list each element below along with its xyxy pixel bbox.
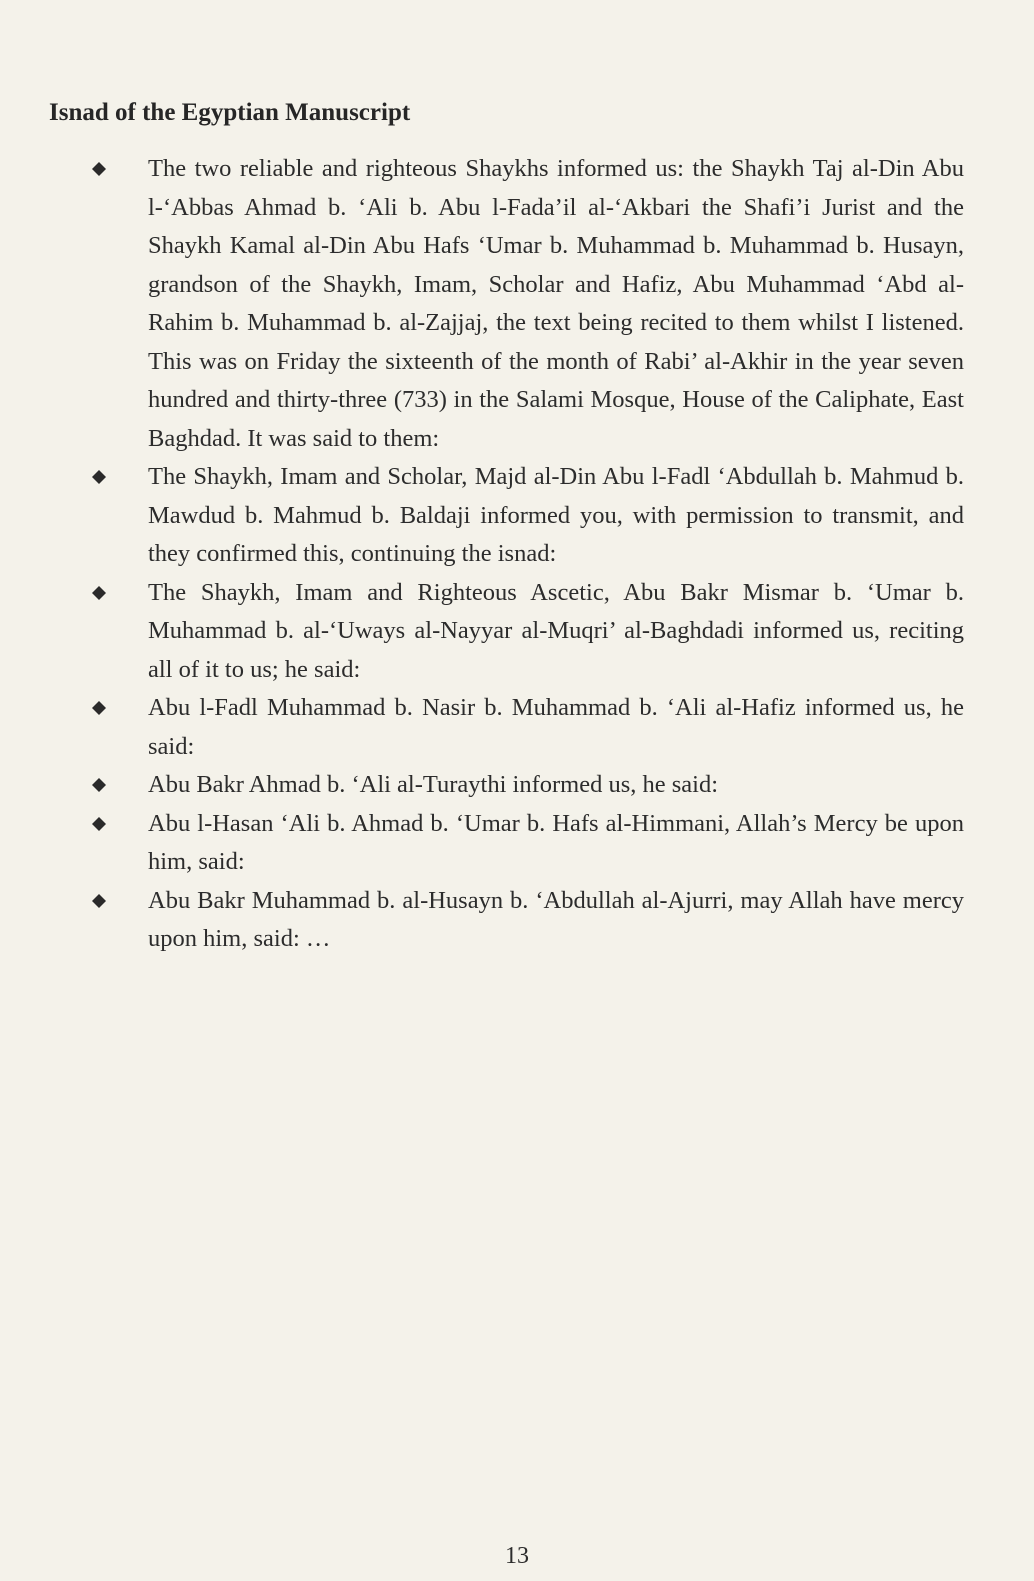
- list-item: [92, 574, 964, 690]
- list-item: [92, 689, 964, 766]
- list-item: [92, 150, 964, 458]
- diamond-bullet-icon: [92, 162, 106, 176]
- diamond-bullet-icon: [92, 894, 106, 908]
- list-item: [92, 458, 964, 574]
- diamond-bullet-icon: [92, 778, 106, 792]
- list-item: [92, 882, 964, 959]
- isnad-chain-list: [92, 150, 964, 959]
- isnad-item-text: The Shaykh, Imam and Scholar, Majd al-Din Abu l-Fadl ‘Abdullah b. Mahmud b. Mawdud b. Mahmud b. Baldaji informed you, with permission to transmit, and they confirmed this, continuing the isnad:: [148, 463, 964, 567]
- list-item: [92, 805, 964, 882]
- section-heading: Isnad of the Egyptian Manuscript: [49, 99, 411, 126]
- diamond-bullet-icon: [92, 701, 106, 715]
- isnad-item-text: Abu l-Fadl Muhammad b. Nasir b. Muhammad b. ‘Ali al-Hafiz informed us, he said:: [148, 694, 964, 760]
- diamond-bullet-icon: [92, 817, 106, 831]
- isnad-item-text: Abu l-Hasan ‘Ali b. Ahmad b. ‘Umar b. Hafs al-Himmani, Allah’s Mercy be upon him, said:: [148, 809, 964, 875]
- isnad-item-text: The Shaykh, Imam and Righteous Ascetic, Abu Bakr Mismar b. ‘Umar b. Muhammad b. al-‘Uways al-Nayyar al-Muqri’ al-Baghdadi informed us, reciting all of it to us; he said:: [148, 578, 964, 683]
- list-item: [92, 766, 964, 805]
- isnad-item-text: The two reliable and righteous Shaykhs informed us: the Shaykh Taj al-Din Abu l-‘Abbas Ahmad b. ‘Ali b. Abu l-Fada’il al-‘Akbari the Shafi’i Jurist and the Shaykh Kamal al-Din Abu Hafs ‘Umar b. Muhammad b. Muhammad b. Husayn, grandson of the Shaykh, Imam, Scholar and Hafiz, Abu Muhammad ‘Abd al-Rahim b. Muhammad b. al-Zajjaj, the text being recited to them whilst I listened. This was on Friday the sixteenth of the month of Rabi’ al-Akhir in the year seven hundred and thirty-three (733) in the Salami Mosque, House of the Caliphate, East Baghdad. It was said to them:: [148, 155, 964, 452]
- diamond-bullet-icon: [92, 470, 106, 484]
- isnad-item-text: Abu Bakr Muhammad b. al-Husayn b. ‘Abdullah al-Ajurri, may Allah have mercy upon him, said: …: [148, 886, 964, 952]
- diamond-bullet-icon: [92, 586, 106, 600]
- isnad-item-text: Abu Bakr Ahmad b. ‘Ali al-Turaythi informed us, he said:: [148, 771, 719, 798]
- page-number: 13: [505, 1543, 529, 1569]
